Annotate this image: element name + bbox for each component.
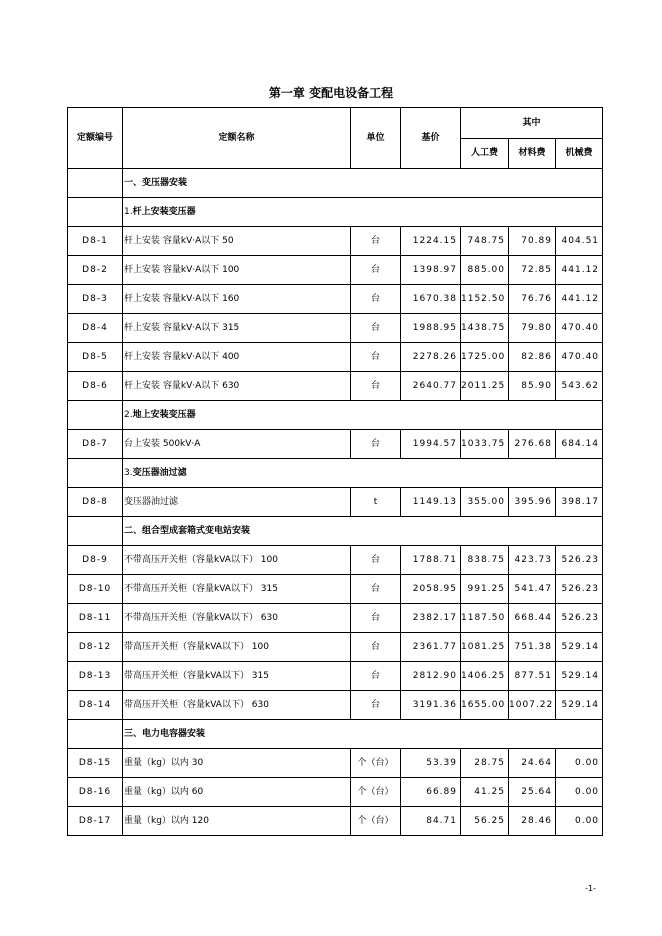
row-name: 杆上安装 容量kV·A以下 400 bbox=[123, 343, 351, 372]
row-unit: 台 bbox=[351, 633, 401, 662]
table-row bbox=[68, 604, 603, 633]
row-name: 重量（kg）以内 30 bbox=[123, 749, 351, 778]
row-code: D8-4 bbox=[68, 314, 123, 343]
table-row bbox=[68, 807, 603, 836]
header-unit: 单位 bbox=[351, 108, 401, 169]
quota-table bbox=[67, 107, 603, 836]
row-unit: 台 bbox=[351, 575, 401, 604]
row-name: 不带高压开关柜（容量kVA以下） 100 bbox=[123, 546, 351, 575]
row-name: 杆上安装 容量kV·A以下 50 bbox=[123, 227, 351, 256]
row-material: 276.68 bbox=[509, 430, 556, 459]
table-row bbox=[68, 430, 603, 459]
row-labor: 1725.00 bbox=[461, 343, 509, 372]
row-base: 2278.26 bbox=[401, 343, 461, 372]
row-unit: 个（台） bbox=[351, 749, 401, 778]
row-code: D8-15 bbox=[68, 749, 123, 778]
row-unit: 台 bbox=[351, 691, 401, 720]
table-row bbox=[68, 372, 603, 401]
table-row bbox=[68, 546, 603, 575]
row-machine: 526.23 bbox=[556, 575, 603, 604]
subsection-label: 杆上安装变压器 bbox=[132, 207, 196, 217]
row-machine: 0.00 bbox=[556, 807, 603, 836]
row-base: 84.71 bbox=[401, 807, 461, 836]
section-title: 一、变压器安装 bbox=[123, 169, 603, 198]
row-name: 杆上安装 容量kV·A以下 630 bbox=[123, 372, 351, 401]
row-base: 1788.71 bbox=[401, 546, 461, 575]
subsection-row bbox=[68, 198, 603, 227]
row-labor: 1655.00 bbox=[461, 691, 509, 720]
table-row bbox=[68, 488, 603, 517]
row-unit: 台 bbox=[351, 227, 401, 256]
row-code: D8-7 bbox=[68, 430, 123, 459]
row-code: D8-11 bbox=[68, 604, 123, 633]
row-machine: 526.23 bbox=[556, 546, 603, 575]
row-material: 24.64 bbox=[509, 749, 556, 778]
row-code: D8-12 bbox=[68, 633, 123, 662]
row-base: 66.89 bbox=[401, 778, 461, 807]
row-base: 1398.97 bbox=[401, 256, 461, 285]
row-machine: 529.14 bbox=[556, 633, 603, 662]
row-material: 82.86 bbox=[509, 343, 556, 372]
row-code: D8-2 bbox=[68, 256, 123, 285]
row-labor: 41.25 bbox=[461, 778, 509, 807]
row-labor: 1438.75 bbox=[461, 314, 509, 343]
row-machine: 398.17 bbox=[556, 488, 603, 517]
row-labor: 28.75 bbox=[461, 749, 509, 778]
subsection-row bbox=[68, 459, 603, 488]
section-title: 二、组合型成套箱式变电站安装 bbox=[123, 517, 603, 546]
row-code: D8-8 bbox=[68, 488, 123, 517]
row-material: 423.73 bbox=[509, 546, 556, 575]
section-row bbox=[68, 517, 603, 546]
row-labor: 838.75 bbox=[461, 546, 509, 575]
row-labor: 885.00 bbox=[461, 256, 509, 285]
row-code: D8-10 bbox=[68, 575, 123, 604]
row-base: 1224.15 bbox=[401, 227, 461, 256]
row-code: D8-6 bbox=[68, 372, 123, 401]
row-name: 带高压开关柜（容量kVA以下） 100 bbox=[123, 633, 351, 662]
section-title: 三、电力电容器安装 bbox=[123, 720, 603, 749]
row-labor: 355.00 bbox=[461, 488, 509, 517]
row-base: 2058.95 bbox=[401, 575, 461, 604]
header-among: 其中 bbox=[461, 108, 603, 139]
row-machine: 441.12 bbox=[556, 256, 603, 285]
subsection-label: 地上安装变压器 bbox=[132, 410, 196, 420]
row-unit: 个（台） bbox=[351, 778, 401, 807]
row-material: 76.76 bbox=[509, 285, 556, 314]
row-unit: 台 bbox=[351, 604, 401, 633]
row-name: 不带高压开关柜（容量kVA以下） 630 bbox=[123, 604, 351, 633]
row-base: 2361.77 bbox=[401, 633, 461, 662]
row-material: 25.64 bbox=[509, 778, 556, 807]
row-base: 3191.36 bbox=[401, 691, 461, 720]
row-labor: 1152.50 bbox=[461, 285, 509, 314]
header-labor: 人工费 bbox=[461, 138, 509, 169]
row-machine: 404.51 bbox=[556, 227, 603, 256]
row-machine: 0.00 bbox=[556, 778, 603, 807]
subsection-row bbox=[68, 401, 603, 430]
row-code: D8-13 bbox=[68, 662, 123, 691]
header-base: 基价 bbox=[401, 108, 461, 169]
row-unit: 台 bbox=[351, 430, 401, 459]
table-row bbox=[68, 749, 603, 778]
table-row bbox=[68, 314, 603, 343]
row-machine: 529.14 bbox=[556, 662, 603, 691]
row-base: 1149.13 bbox=[401, 488, 461, 517]
table-row bbox=[68, 227, 603, 256]
row-base: 2382.17 bbox=[401, 604, 461, 633]
subsection-number: 3. bbox=[124, 468, 133, 478]
row-material: 85.90 bbox=[509, 372, 556, 401]
row-labor: 1081.25 bbox=[461, 633, 509, 662]
row-unit: 台 bbox=[351, 372, 401, 401]
row-base: 2640.77 bbox=[401, 372, 461, 401]
row-unit: 台 bbox=[351, 343, 401, 372]
row-name: 不带高压开关柜（容量kVA以下） 315 bbox=[123, 575, 351, 604]
row-base: 1988.95 bbox=[401, 314, 461, 343]
row-unit: 台 bbox=[351, 256, 401, 285]
row-machine: 526.23 bbox=[556, 604, 603, 633]
row-unit: 台 bbox=[351, 546, 401, 575]
row-name: 台上安装 500kV·A bbox=[123, 430, 351, 459]
row-code: D8-9 bbox=[68, 546, 123, 575]
row-name: 杆上安装 容量kV·A以下 315 bbox=[123, 314, 351, 343]
row-name: 重量（kg）以内 120 bbox=[123, 807, 351, 836]
row-material: 72.85 bbox=[509, 256, 556, 285]
table-row bbox=[68, 691, 603, 720]
header-machine: 机械费 bbox=[556, 138, 603, 169]
table-row bbox=[68, 343, 603, 372]
row-machine: 470.40 bbox=[556, 314, 603, 343]
row-name: 杆上安装 容量kV·A以下 160 bbox=[123, 285, 351, 314]
row-unit: t bbox=[351, 488, 401, 517]
row-unit: 台 bbox=[351, 285, 401, 314]
row-material: 541.47 bbox=[509, 575, 556, 604]
row-code: D8-1 bbox=[68, 227, 123, 256]
row-machine: 441.12 bbox=[556, 285, 603, 314]
section-row bbox=[68, 720, 603, 749]
row-material: 79.80 bbox=[509, 314, 556, 343]
row-material: 70.89 bbox=[509, 227, 556, 256]
row-material: 395.96 bbox=[509, 488, 556, 517]
row-base: 1994.57 bbox=[401, 430, 461, 459]
row-material: 1007.22 bbox=[509, 691, 556, 720]
row-machine: 0.00 bbox=[556, 749, 603, 778]
row-material: 877.51 bbox=[509, 662, 556, 691]
row-name: 重量（kg）以内 60 bbox=[123, 778, 351, 807]
row-labor: 1406.25 bbox=[461, 662, 509, 691]
row-labor: 2011.25 bbox=[461, 372, 509, 401]
table-row bbox=[68, 778, 603, 807]
row-base: 53.39 bbox=[401, 749, 461, 778]
row-name: 变压器油过滤 bbox=[123, 488, 351, 517]
section-row bbox=[68, 169, 603, 198]
row-base: 2812.90 bbox=[401, 662, 461, 691]
row-name: 带高压开关柜（容量kVA以下） 630 bbox=[123, 691, 351, 720]
row-code: D8-14 bbox=[68, 691, 123, 720]
row-unit: 台 bbox=[351, 662, 401, 691]
row-base: 1670.38 bbox=[401, 285, 461, 314]
table-row bbox=[68, 256, 603, 285]
row-unit: 台 bbox=[351, 314, 401, 343]
subsection-title bbox=[123, 401, 603, 430]
table-row bbox=[68, 662, 603, 691]
row-material: 28.46 bbox=[509, 807, 556, 836]
row-code: D8-16 bbox=[68, 778, 123, 807]
row-code: D8-3 bbox=[68, 285, 123, 314]
row-material: 751.38 bbox=[509, 633, 556, 662]
subsection-label: 变压器油过滤 bbox=[132, 468, 187, 478]
row-name: 带高压开关柜（容量kVA以下） 315 bbox=[123, 662, 351, 691]
page-number: -1- bbox=[585, 884, 596, 893]
header-name: 定额名称 bbox=[123, 108, 351, 169]
row-labor: 991.25 bbox=[461, 575, 509, 604]
row-machine: 529.14 bbox=[556, 691, 603, 720]
table-row bbox=[68, 285, 603, 314]
row-labor: 748.75 bbox=[461, 227, 509, 256]
table-row bbox=[68, 575, 603, 604]
subsection-number: 2. bbox=[124, 410, 133, 420]
page-title: 第一章 变配电设备工程 bbox=[268, 86, 394, 100]
table-row bbox=[68, 633, 603, 662]
subsection-title bbox=[123, 198, 603, 227]
row-material: 668.44 bbox=[509, 604, 556, 633]
header-material: 材料费 bbox=[509, 138, 556, 169]
row-machine: 684.14 bbox=[556, 430, 603, 459]
row-code: D8-17 bbox=[68, 807, 123, 836]
row-code: D8-5 bbox=[68, 343, 123, 372]
header-code: 定额编号 bbox=[68, 108, 123, 169]
row-name: 杆上安装 容量kV·A以下 100 bbox=[123, 256, 351, 285]
row-labor: 1187.50 bbox=[461, 604, 509, 633]
row-machine: 543.62 bbox=[556, 372, 603, 401]
row-machine: 470.40 bbox=[556, 343, 603, 372]
subsection-title bbox=[123, 459, 603, 488]
row-labor: 56.25 bbox=[461, 807, 509, 836]
header-row bbox=[68, 108, 603, 139]
subsection-number: 1. bbox=[124, 207, 133, 217]
row-labor: 1033.75 bbox=[461, 430, 509, 459]
row-unit: 个（台） bbox=[351, 807, 401, 836]
